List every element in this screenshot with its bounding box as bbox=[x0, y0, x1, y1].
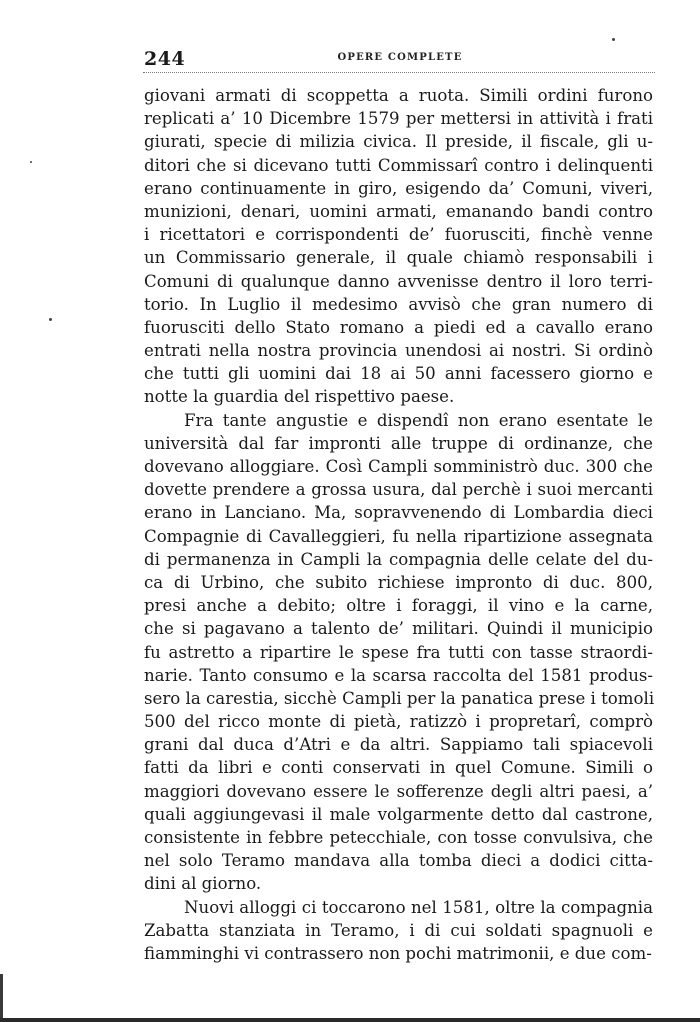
text-line: quali aggiungevasi il male volgarmente detto dal castrone, bbox=[144, 804, 653, 824]
text-line: replicati a’ 10 Dicembre 1579 per mettersi in attività i frati bbox=[144, 109, 653, 129]
text-line: erano continuamente in giro, esigendo da’ Comuni, viveri, bbox=[144, 178, 653, 198]
text-line: 500 del ricco monte di pietà, ratizzò i propretarî, comprò bbox=[144, 712, 653, 732]
text-line: dovette prendere a grossa usura, dal perchè i suoi mercanti bbox=[144, 480, 653, 500]
text-line: giurati, specie di milizia civica. Il preside, il fiscale, gli u- bbox=[144, 132, 653, 152]
text-line: un Commissario generale, il quale chiamò responsabili i bbox=[144, 248, 653, 268]
paragraph bbox=[144, 84, 653, 409]
text-line: grani dal duca d’Atri e da altri. Sappiamo tali spiacevoli bbox=[144, 735, 653, 755]
text-line: entrati nella nostra provincia unendosi ai nostri. Si ordinò bbox=[144, 341, 653, 361]
page-edge-bottom bbox=[0, 1018, 700, 1022]
scan-speck bbox=[30, 161, 32, 163]
text-line: erano in Lanciano. Ma, sopravvenendo di Lombardia dieci bbox=[144, 503, 653, 523]
running-head-title: OPERE COMPLETE bbox=[337, 52, 463, 63]
text-line: Nuovi alloggi ci toccarono nel 1581, oltre la compagnia bbox=[184, 897, 653, 917]
text-line: dovevano alloggiare. Così Campli somministrò duc. 300 che bbox=[144, 457, 653, 476]
text-line: Zabatta stanziata in Teramo, i di cui soldati spagnuoli e bbox=[144, 920, 653, 940]
text-line: università dal far impronti alle truppe di ordinanze, che bbox=[144, 433, 653, 453]
text-line: che si pagavano a talento de’ militari. Quindi il municipio bbox=[144, 619, 653, 639]
text-line: di permanenza in Campli la compagnia delle celate del du- bbox=[144, 549, 653, 569]
text-line: dini al giorno. bbox=[144, 874, 262, 894]
text-line: fuorusciti dello Stato romano a piedi ed a cavallo erano bbox=[144, 317, 653, 337]
page-number: 244 bbox=[144, 48, 186, 70]
text-line: che tutti gli uomini dai 18 ai 50 anni facessero giorno e bbox=[144, 364, 653, 384]
header-rule bbox=[143, 72, 655, 73]
text-line: i ricettatori e corrispondenti de’ fuorusciti, finchè venne bbox=[144, 225, 653, 245]
text-line: narie. Tanto consumo e la scarsa raccolta del 1581 produs- bbox=[144, 665, 653, 685]
running-head bbox=[144, 48, 656, 72]
paragraph bbox=[144, 409, 653, 896]
text-line: presi anche a debito; oltre i foraggi, il vino e la carne, bbox=[144, 596, 653, 616]
scan-speck bbox=[612, 38, 615, 41]
text-line: fu astretto a ripartire le spese fra tutti con tasse straordi- bbox=[144, 642, 653, 662]
text-line: Comuni di qualunque danno avvenisse dentro il loro terri- bbox=[144, 271, 653, 291]
text-line: consistente in febbre petecchiale, con tosse convulsiva, che bbox=[144, 828, 653, 847]
text-line: fiamminghi vi contrassero non pochi matrimonii, e due com- bbox=[144, 943, 652, 963]
text-line: ca di Urbino, che subito richiese impronto di duc. 800, bbox=[144, 572, 653, 592]
text-line: torio. In Luglio il medesimo avvisò che gran numero di bbox=[144, 294, 653, 314]
text-line: maggiori dovevano essere le sofferenze degli altri paesi, a’ bbox=[144, 781, 653, 801]
text-line: Compagnie di Cavalleggieri, fu nella ripartizione assegnata bbox=[144, 526, 653, 546]
text-line: sero la carestia, sicchè Campli per la panatica prese i tomoli bbox=[144, 688, 655, 708]
text-line: ditori che si dicevano tutti Commissarî contro i delinquenti bbox=[144, 155, 653, 175]
text-line: munizioni, denari, uomini armati, emanando bandi contro bbox=[144, 201, 653, 221]
scan-speck bbox=[49, 318, 52, 321]
body-text bbox=[144, 84, 653, 965]
text-line: giovani armati di scoppetta a ruota. Simili ordini furono bbox=[144, 86, 653, 105]
text-line: nel solo Teramo mandava alla tomba dieci a dodici citta- bbox=[144, 851, 653, 871]
text-line: notte la guardia del rispettivo paese. bbox=[144, 387, 455, 407]
text-line: fatti da libri e conti conservati in quel Comune. Simili o bbox=[144, 758, 653, 778]
paragraph bbox=[144, 896, 653, 966]
text-line: Fra tante angustie e dispendî non erano esentate le bbox=[184, 410, 653, 430]
page-edge-left bbox=[0, 974, 3, 1022]
